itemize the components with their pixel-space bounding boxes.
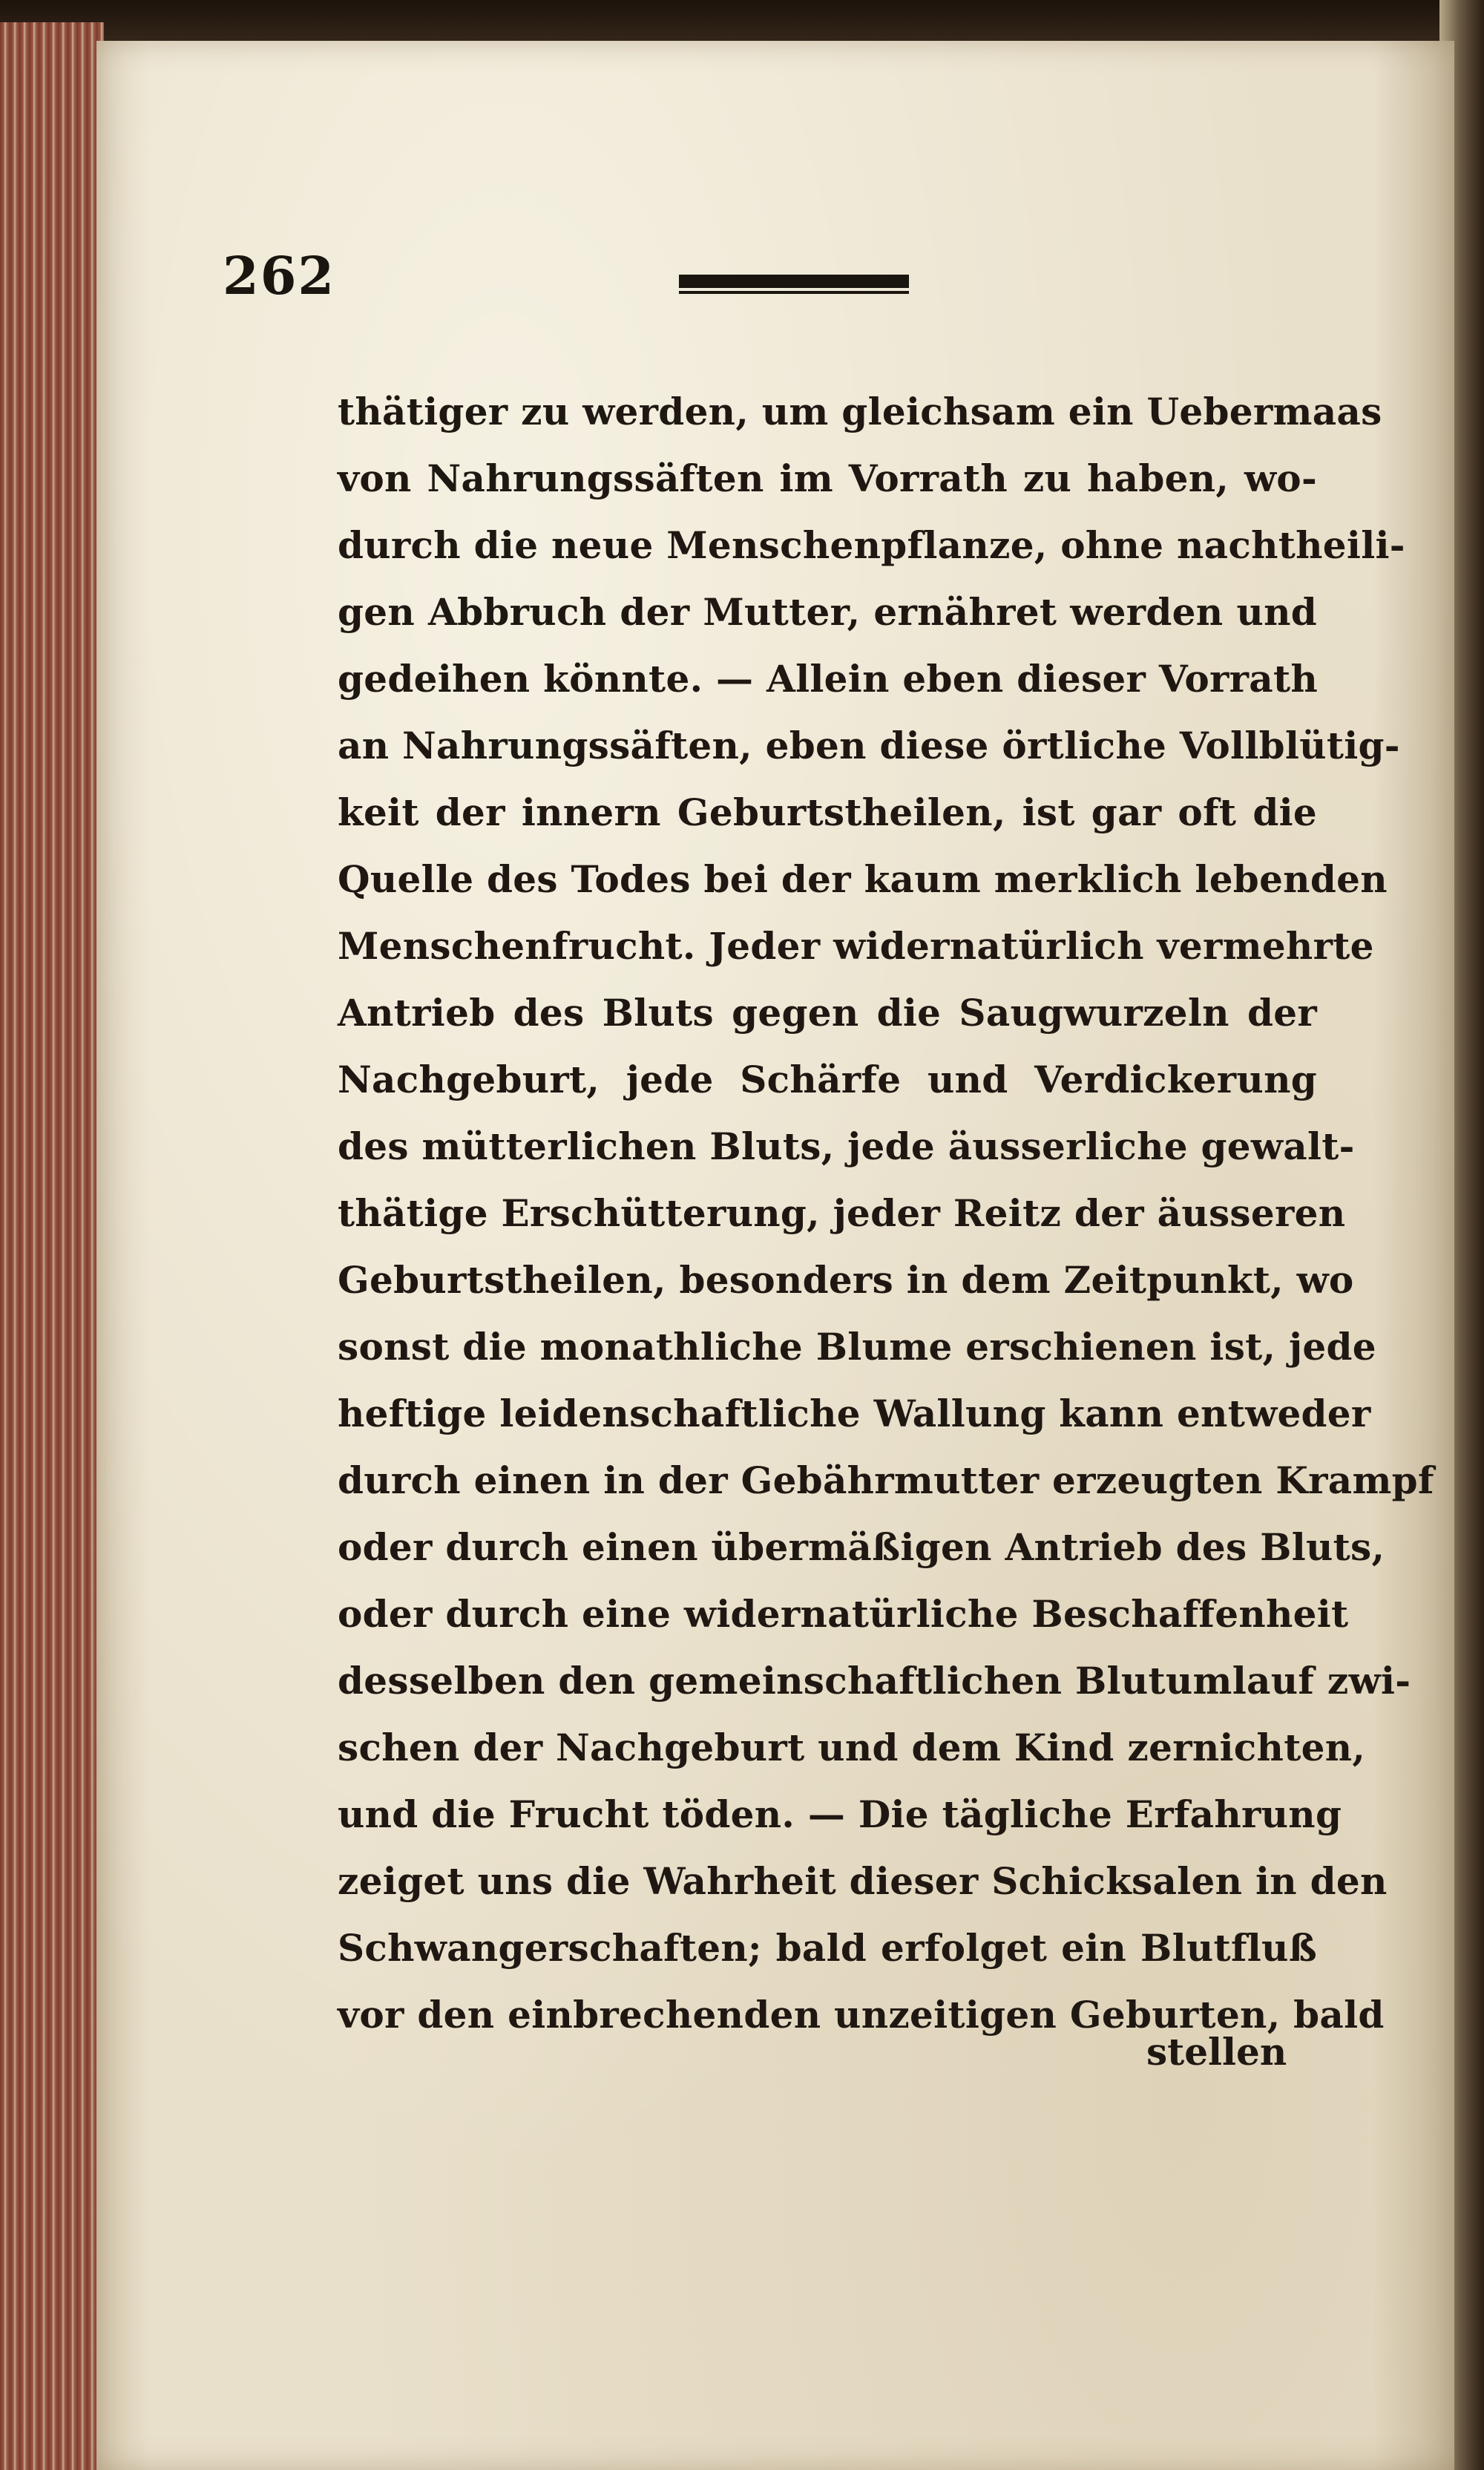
text-line: desselben den gemeinschaftlichen Blutumlauf zwi-: [338, 1659, 1411, 1703]
text-line: keit der innern Geburtstheilen, ist gar oft die: [338, 790, 1317, 834]
text-line: Nachgeburt, jede Schärfe und Verdickerung: [338, 1058, 1317, 1101]
body-text: [338, 379, 1434, 2048]
header-rule: [679, 275, 909, 288]
text-line: durch einen in der Gebährmutter erzeugten Krampf: [338, 1458, 1434, 1502]
catchword: stellen: [1146, 2030, 1287, 2074]
text-line: von Nahrungssäften im Vorrath zu haben, wo-: [338, 456, 1317, 500]
text-line: Geburtstheilen, besonders in dem Zeitpunkt, wo: [338, 1258, 1354, 1302]
text-line: Schwangerschaften; bald erfolget ein Blutfluß: [338, 1926, 1317, 1970]
text-line: durch die neue Menschenpflanze, ohne nachtheili-: [338, 523, 1405, 567]
text-line: des mütterlichen Bluts, jede äusserliche gewalt-: [338, 1124, 1355, 1168]
text-line: heftige leidenschaftliche Wallung kann entweder: [338, 1392, 1371, 1435]
text-line: schen der Nachgeburt und dem Kind zernichten,: [338, 1726, 1366, 1769]
text-line: thätiger zu werden, um gleichsam ein Uebermaas: [338, 390, 1382, 433]
text-line: Antrieb des Bluts gegen die Saugwurzeln der: [338, 991, 1317, 1035]
text-line: vor den einbrechenden unzeitigen Geburten, bald: [338, 1993, 1385, 2037]
text-line: Menschenfrucht. Jeder widernatürlich vermehrte: [338, 924, 1374, 968]
page-number: 262: [223, 245, 336, 307]
text-line: gen Abbruch der Mutter, ernähret werden und: [338, 590, 1317, 634]
text-line: und die Frucht töden. — Die tägliche Erfahrung: [338, 1792, 1342, 1836]
text-line: Quelle des Todes bei der kaum merklich lebenden: [338, 857, 1388, 901]
text-line: oder durch eine widernatürliche Beschaffenheit: [338, 1592, 1349, 1636]
page-edge-stack: [0, 22, 104, 2470]
text-line: oder durch einen übermäßigen Antrieb des Bluts,: [338, 1525, 1385, 1569]
page-header: [223, 245, 965, 334]
text-line: sonst die monathliche Blume erschienen ist, jede: [338, 1325, 1376, 1369]
text-line: thätige Erschütterung, jeder Reitz der äusseren: [338, 1191, 1346, 1235]
text-line: zeiget uns die Wahrheit dieser Schicksalen in den: [338, 1859, 1388, 1903]
text-line: gedeihen könnte. — Allein eben dieser Vorrath: [338, 657, 1319, 701]
text-line: an Nahrungssäften, eben diese örtliche Vollblütig-: [338, 724, 1400, 767]
